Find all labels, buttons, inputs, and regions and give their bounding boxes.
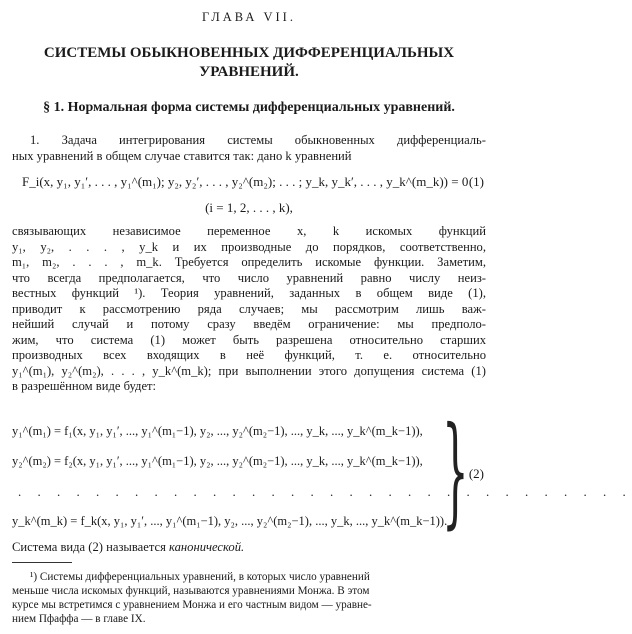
canonical-sentence xyxy=(12,540,244,555)
paragraph-2 xyxy=(12,224,486,395)
canonical-term: канонической. xyxy=(169,540,245,554)
paragraph-2-line: m₁, m₂, . . . , m_k. Требуется определить искомые функции. Заметим, xyxy=(12,255,486,269)
chapter-label: ГЛАВА VII. xyxy=(202,10,296,24)
paragraph-2-line: связывающих независимое переменное x, k искомых функций xyxy=(12,224,486,238)
footnote-line: курсе мы встретимся с уравнением Монжа и его частным видом — уравне- xyxy=(12,599,372,611)
paragraph-2-line: производных всех входящих в неё функций, т. е. относительно xyxy=(12,348,486,362)
chapter-title xyxy=(12,44,486,82)
footnote-line: меньше числа искомых функций, называются уравнениями Монжа. В этом xyxy=(12,585,370,597)
chapter-title-line-2: УРАВНЕНИЙ. xyxy=(199,64,299,80)
system-ellipsis-row: . . . . . . . . . . . . . . . . . . . . . . . . . . . . . . . . xyxy=(18,484,632,499)
paragraph-2-line: в разрешённом виде будет: xyxy=(12,379,157,393)
footnote xyxy=(12,570,486,626)
system-equation-1: y₁^(m₁) = f₁(x, y₁, y₁′, ..., y₁^(m₁−1), y₂, ..., y₂^(m₂−1), ..., y_k, ..., y_k^(m_k−1)), xyxy=(12,424,423,438)
paragraph-2-line: y₁, y₂, . . . , y_k и их производные до порядков, соответственно, xyxy=(12,239,486,254)
system-equation-2: y₂^(m₂) = f₂(x, y₁, y₁′, ..., y₁^(m₁−1), y₂, ..., y₂^(m₂−1), ..., y_k, ..., y_k^(m_k−1)), xyxy=(12,454,423,468)
paragraph-1 xyxy=(12,133,486,164)
chapter-title-line-1: СИСТЕМЫ ОБЫКНОВЕННЫХ ДИФФЕРЕНЦИАЛЬНЫХ xyxy=(43,45,455,61)
book-page xyxy=(12,0,632,634)
paragraph-1-line-1: 1. Задача интегрирования системы обыкновенных дифференциаль- xyxy=(30,133,486,147)
equation-1-condition: (i = 1, 2, . . . , k), xyxy=(205,200,293,215)
footnote-line: ¹) Системы дифференциальных уравнений, в которых число уравнений xyxy=(30,571,370,583)
paragraph-2-line: жим, что система (1) может быть разрешена относительно старших xyxy=(12,332,486,347)
canonical-prefix: Система вида (2) называется xyxy=(12,540,166,554)
equation-1-number: (1) xyxy=(468,174,484,189)
paragraph-2-line: приводит к рассмотрению ряда случаев; мы рассмотрим лишь важ- xyxy=(12,301,486,316)
paragraph-1-line-2: ных уравнений в общем случае ставится так: дано k уравнений xyxy=(12,148,352,163)
equation-1: F_i(x, y₁, y₁′, . . . , y₁^(m₁); y₂, y₂′, . . . , y₂^(m₂); . . . ; y_k, y_k′, . . . , y_k^(m_k)) = 0 xyxy=(22,174,469,189)
section-title: § 1. Нормальная форма системы дифференциальных уравнений. xyxy=(43,100,455,115)
paragraph-2-line: y₁^(m₁), y₂^(m₂), . . . , y_k^(m_k); при выполнении этого допущения система (1) xyxy=(12,363,486,378)
footnote-line: нием Пфаффа — в главе IX. xyxy=(12,613,146,625)
paragraph-2-line: что всегда предполагается, что число уравнений равно числу неиз- xyxy=(12,270,486,285)
footnote-rule xyxy=(12,562,72,563)
system-equation-k: y_k^(m_k) = f_k(x, y₁, y₁′, ..., y₁^(m₁−1), y₂, ..., y₂^(m₂−1), ..., y_k, ..., y_k^(m_k−1)). xyxy=(12,514,448,528)
paragraph-2-line: нейший случай и потому сразу введём ограничение: мы предполо- xyxy=(12,317,486,331)
system-number: (2) xyxy=(468,466,484,481)
right-brace-icon: } xyxy=(442,402,469,541)
paragraph-2-line: вестных функций ¹). Теория уравнений, заданных в общем виде (1), xyxy=(12,286,486,300)
